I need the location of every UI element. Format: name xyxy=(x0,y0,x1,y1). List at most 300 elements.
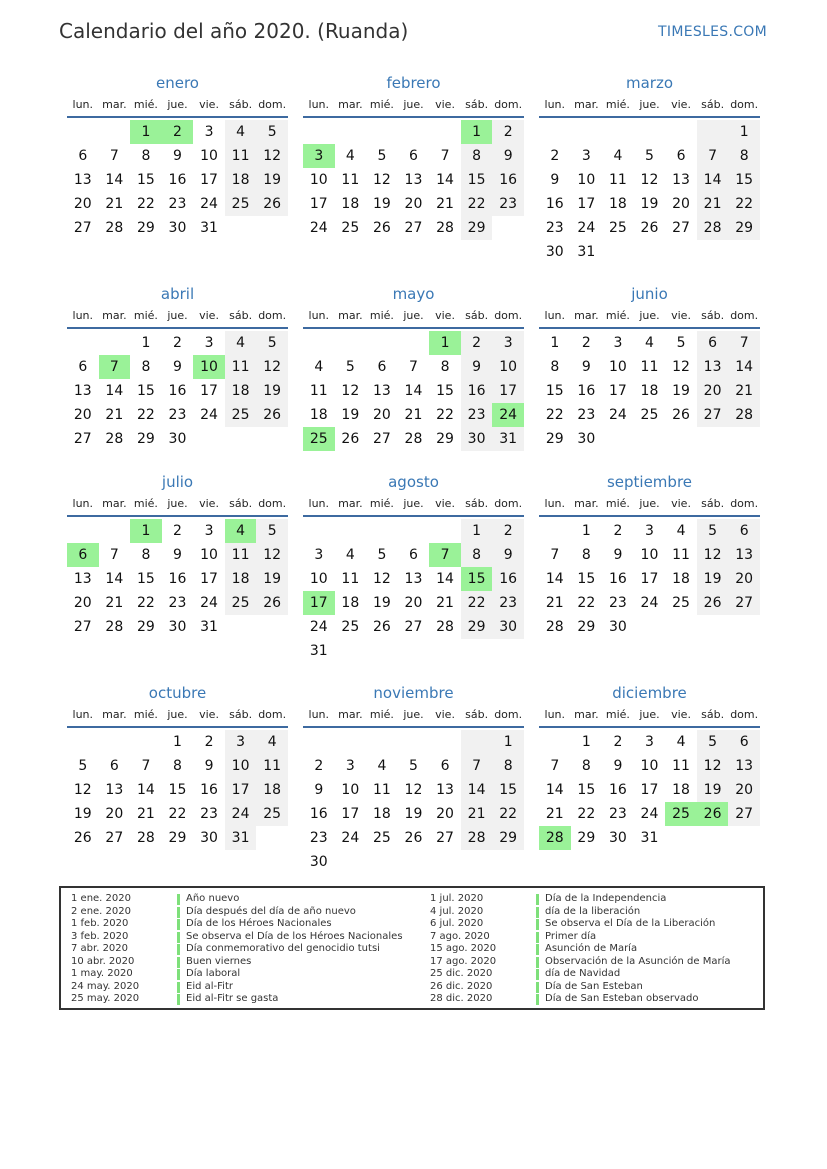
empty-cell xyxy=(665,826,697,850)
weekday-label: lun. xyxy=(544,708,566,721)
day-cell: 20 xyxy=(436,806,454,822)
weekday-label: mar. xyxy=(338,98,363,111)
day-cell: 12 xyxy=(372,172,391,188)
day-cell: 7 xyxy=(550,758,560,774)
day-cell: 17 xyxy=(225,778,257,802)
holiday-day-cell: 3 xyxy=(303,144,335,168)
legend-color-marker xyxy=(536,932,539,943)
empty-cell xyxy=(335,730,367,754)
week-row xyxy=(539,168,760,192)
legend-date: 24 may. 2020 xyxy=(71,980,140,992)
week-row xyxy=(67,802,288,826)
empty-cell xyxy=(193,427,225,451)
month-days xyxy=(303,120,524,240)
day-cell: 31 xyxy=(225,826,257,850)
day-cell: 27 xyxy=(728,591,760,615)
weekday-label: sáb. xyxy=(701,309,725,322)
day-cell: 22 xyxy=(461,192,493,216)
empty-cell xyxy=(67,519,99,543)
week-row xyxy=(303,168,524,192)
legend-column-right xyxy=(430,893,731,1006)
day-cell: 7 xyxy=(550,547,560,563)
weekday-label: jue. xyxy=(403,309,424,322)
day-cell: 14 xyxy=(728,355,760,379)
week-row xyxy=(67,144,288,168)
day-cell: 17 xyxy=(640,782,659,798)
day-cell: 10 xyxy=(200,148,218,164)
day-cell: 2 xyxy=(581,335,591,351)
day-cell: 20 xyxy=(73,196,92,212)
day-cell: 5 xyxy=(256,519,288,543)
empty-cell xyxy=(728,240,760,264)
empty-cell xyxy=(728,826,760,850)
day-cell: 16 xyxy=(608,571,627,587)
week-row xyxy=(539,379,760,403)
legend-holiday-name: Eid al-Fitr se gasta xyxy=(186,993,279,1004)
empty-cell xyxy=(366,850,398,874)
day-cell: 13 xyxy=(436,782,454,798)
day-cell: 9 xyxy=(492,543,524,567)
day-cell: 3 xyxy=(613,335,623,351)
legend-holiday-name: Observación de la Asunción de María xyxy=(545,955,731,967)
legend-color-marker xyxy=(536,994,539,1005)
month-days xyxy=(539,331,760,451)
week-row xyxy=(303,850,524,874)
legend-color-marker xyxy=(536,907,539,918)
empty-cell xyxy=(225,427,257,451)
day-cell: 16 xyxy=(168,571,187,587)
day-cell: 30 xyxy=(168,220,187,236)
day-cell: 5 xyxy=(676,335,686,351)
day-cell: 6 xyxy=(440,758,450,774)
day-cell: 23 xyxy=(200,806,218,822)
day-cell: 18 xyxy=(640,383,659,399)
day-cell: 23 xyxy=(461,403,493,427)
day-cell: 24 xyxy=(309,619,328,635)
month-days xyxy=(67,120,288,240)
day-cell: 11 xyxy=(672,758,690,774)
week-row xyxy=(539,778,760,802)
weekday-label: mar. xyxy=(574,98,599,111)
empty-cell xyxy=(398,120,430,144)
legend-holiday-name: Día de San Esteban observado xyxy=(545,993,699,1004)
day-cell: 13 xyxy=(728,543,760,567)
day-cell: 17 xyxy=(492,379,524,403)
day-cell: 27 xyxy=(73,619,92,635)
day-cell: 27 xyxy=(372,431,391,447)
day-cell: 4 xyxy=(256,730,288,754)
day-cell: 19 xyxy=(256,567,288,591)
empty-cell xyxy=(665,427,697,451)
holiday-day-cell: 25 xyxy=(665,802,697,826)
legend-item xyxy=(430,943,731,956)
day-cell: 20 xyxy=(728,778,760,802)
day-cell: 19 xyxy=(697,567,729,591)
day-cell: 8 xyxy=(550,359,560,375)
day-cell: 16 xyxy=(168,172,187,188)
weekday-label: mié. xyxy=(369,98,394,111)
day-cell: 29 xyxy=(492,826,524,850)
holiday-day-cell: 1 xyxy=(130,120,162,144)
month-octubre xyxy=(67,683,288,850)
weekday-header xyxy=(67,708,288,728)
day-cell: 21 xyxy=(436,595,454,611)
week-row xyxy=(303,639,524,663)
day-cell: 6 xyxy=(377,359,387,375)
legend-holiday-name: Día de los Héroes Nacionales xyxy=(186,918,332,929)
week-row xyxy=(303,802,524,826)
day-cell: 4 xyxy=(225,331,257,355)
day-cell: 13 xyxy=(404,172,423,188)
empty-cell xyxy=(461,639,493,663)
week-row xyxy=(539,427,760,451)
weekday-label: lun. xyxy=(72,708,94,721)
legend-item xyxy=(71,981,403,994)
legend-item xyxy=(71,931,403,944)
holiday-legend xyxy=(59,886,765,1010)
day-cell: 8 xyxy=(492,754,524,778)
day-cell: 28 xyxy=(461,826,493,850)
legend-date: 1 ene. 2020 xyxy=(71,893,131,904)
week-row xyxy=(67,567,288,591)
empty-cell xyxy=(366,730,398,754)
day-cell: 18 xyxy=(672,571,690,587)
week-row xyxy=(67,216,288,240)
month-name: enero xyxy=(156,74,199,92)
empty-cell xyxy=(492,639,524,663)
week-row xyxy=(539,120,760,144)
week-row xyxy=(303,355,524,379)
day-cell: 9 xyxy=(173,148,182,164)
holiday-day-cell: 10 xyxy=(193,355,225,379)
legend-date: 25 may. 2020 xyxy=(71,993,140,1004)
day-cell: 18 xyxy=(225,379,257,403)
weekday-label: dom. xyxy=(494,708,523,721)
weekday-label: jue. xyxy=(639,98,660,111)
day-cell: 11 xyxy=(225,144,257,168)
weekday-label: sáb. xyxy=(465,497,489,510)
day-cell: 11 xyxy=(341,172,360,188)
weekday-label: jue. xyxy=(167,708,188,721)
legend-holiday-name: Día conmemorativo del genocidio tutsi xyxy=(186,943,380,954)
weekday-label: vie. xyxy=(435,98,455,111)
weekday-label: mar. xyxy=(102,98,127,111)
day-cell: 30 xyxy=(461,427,493,451)
day-cell: 5 xyxy=(697,519,729,543)
day-cell: 31 xyxy=(640,830,659,846)
day-cell: 4 xyxy=(613,148,623,164)
legend-date: 26 dic. 2020 xyxy=(430,980,493,992)
brand-link[interactable]: TIMESLES.COM xyxy=(658,24,767,40)
day-cell: 30 xyxy=(168,619,187,635)
day-cell: 20 xyxy=(372,407,391,423)
week-row xyxy=(303,543,524,567)
legend-item xyxy=(71,956,403,969)
day-cell: 14 xyxy=(136,782,155,798)
weekday-label: dom. xyxy=(730,98,759,111)
day-cell: 25 xyxy=(372,830,391,846)
day-cell: 12 xyxy=(256,144,288,168)
day-cell: 9 xyxy=(314,782,324,798)
week-row xyxy=(303,730,524,754)
day-cell: 29 xyxy=(461,216,493,240)
day-cell: 26 xyxy=(404,830,423,846)
empty-cell xyxy=(697,120,729,144)
empty-cell xyxy=(335,850,367,874)
empty-cell xyxy=(398,730,430,754)
day-cell: 15 xyxy=(577,571,596,587)
day-cell: 24 xyxy=(200,407,218,423)
weekday-label: mié. xyxy=(605,98,630,111)
legend-color-marker xyxy=(177,994,180,1005)
month-days xyxy=(539,730,760,850)
day-cell: 25 xyxy=(640,407,659,423)
holiday-day-cell: 28 xyxy=(539,826,571,850)
week-row xyxy=(539,216,760,240)
day-cell: 14 xyxy=(105,172,124,188)
day-cell: 27 xyxy=(73,220,92,236)
day-cell: 3 xyxy=(581,148,591,164)
day-cell: 6 xyxy=(697,331,729,355)
day-cell: 6 xyxy=(728,519,760,543)
holiday-day-cell: 4 xyxy=(225,519,257,543)
week-row xyxy=(539,567,760,591)
empty-cell xyxy=(366,331,398,355)
empty-cell xyxy=(225,216,257,240)
week-row xyxy=(539,591,760,615)
week-row xyxy=(303,120,524,144)
legend-color-marker xyxy=(536,894,539,905)
day-cell: 25 xyxy=(608,220,627,236)
empty-cell xyxy=(571,120,603,144)
weekday-label: mar. xyxy=(338,708,363,721)
day-cell: 31 xyxy=(200,619,218,635)
month-febrero xyxy=(303,73,524,240)
weekday-label: mié. xyxy=(605,309,630,322)
day-cell: 21 xyxy=(404,407,423,423)
week-row xyxy=(67,403,288,427)
day-cell: 26 xyxy=(341,431,360,447)
empty-cell xyxy=(492,850,524,874)
day-cell: 5 xyxy=(256,120,288,144)
weekday-header xyxy=(303,309,524,329)
month-days xyxy=(67,519,288,639)
empty-cell xyxy=(99,120,131,144)
empty-cell xyxy=(602,240,634,264)
day-cell: 7 xyxy=(109,547,119,563)
day-cell: 18 xyxy=(608,196,627,212)
legend-holiday-name: Asunción de María xyxy=(545,943,638,954)
day-cell: 19 xyxy=(372,595,391,611)
week-row xyxy=(303,379,524,403)
weekday-label: dom. xyxy=(730,309,759,322)
weekday-header xyxy=(539,309,760,329)
empty-cell xyxy=(366,120,398,144)
day-cell: 8 xyxy=(173,758,182,774)
day-cell: 30 xyxy=(608,830,627,846)
empty-cell xyxy=(303,120,335,144)
empty-cell xyxy=(665,120,697,144)
day-cell: 5 xyxy=(256,331,288,355)
month-septiembre xyxy=(539,472,760,639)
day-cell: 23 xyxy=(492,591,524,615)
day-cell: 9 xyxy=(613,758,623,774)
weekday-label: mié. xyxy=(133,497,158,510)
day-cell: 2 xyxy=(492,120,524,144)
day-cell: 19 xyxy=(640,196,659,212)
day-cell: 26 xyxy=(73,830,92,846)
month-days xyxy=(67,730,288,850)
day-cell: 9 xyxy=(173,547,182,563)
empty-cell xyxy=(728,427,760,451)
day-cell: 2 xyxy=(613,734,623,750)
legend-item xyxy=(430,906,731,919)
day-cell: 18 xyxy=(225,168,257,192)
weekday-header xyxy=(303,98,524,118)
day-cell: 29 xyxy=(577,619,596,635)
empty-cell xyxy=(366,639,398,663)
weekday-label: mié. xyxy=(133,708,158,721)
day-cell: 14 xyxy=(697,168,729,192)
day-cell: 24 xyxy=(341,830,360,846)
week-row xyxy=(303,591,524,615)
month-days xyxy=(303,519,524,663)
day-cell: 27 xyxy=(404,220,423,236)
month-junio xyxy=(539,284,760,451)
day-cell: 19 xyxy=(404,806,423,822)
weekday-label: dom. xyxy=(258,497,287,510)
empty-cell xyxy=(697,240,729,264)
day-cell: 22 xyxy=(492,802,524,826)
legend-color-marker xyxy=(536,982,539,993)
day-cell: 24 xyxy=(608,407,627,423)
day-cell: 30 xyxy=(200,830,218,846)
legend-holiday-name: Día de San Esteban xyxy=(545,980,643,992)
empty-cell xyxy=(539,519,571,543)
legend-holiday-name: Eid al-Fitr xyxy=(186,980,233,992)
day-cell: 3 xyxy=(645,523,654,539)
week-row xyxy=(303,331,524,355)
month-name: octubre xyxy=(148,684,207,702)
week-row xyxy=(67,591,288,615)
day-cell: 11 xyxy=(608,172,627,188)
day-cell: 17 xyxy=(200,383,218,399)
legend-date: 7 abr. 2020 xyxy=(71,943,129,954)
week-row xyxy=(67,826,288,850)
day-cell: 13 xyxy=(73,383,92,399)
weekday-label: mié. xyxy=(605,708,630,721)
day-cell: 20 xyxy=(73,595,92,611)
empty-cell xyxy=(602,427,634,451)
day-cell: 26 xyxy=(372,619,391,635)
legend-date: 3 feb. 2020 xyxy=(71,930,129,942)
day-cell: 3 xyxy=(225,730,257,754)
day-cell: 19 xyxy=(697,778,729,802)
day-cell: 3 xyxy=(204,523,214,539)
day-cell: 15 xyxy=(136,571,155,587)
day-cell: 18 xyxy=(225,567,257,591)
day-cell: 28 xyxy=(728,403,760,427)
weekday-label: mié. xyxy=(369,309,394,322)
day-cell: 13 xyxy=(105,782,124,798)
day-cell: 24 xyxy=(640,806,659,822)
day-cell: 8 xyxy=(141,359,151,375)
day-cell: 27 xyxy=(697,403,729,427)
legend-color-marker xyxy=(177,957,180,968)
day-cell: 3 xyxy=(204,124,214,140)
empty-cell xyxy=(697,427,729,451)
week-row xyxy=(67,192,288,216)
empty-cell xyxy=(429,120,461,144)
day-cell: 29 xyxy=(545,431,564,447)
day-cell: 24 xyxy=(577,220,596,236)
day-cell: 30 xyxy=(577,431,596,447)
empty-cell xyxy=(335,639,367,663)
legend-date: 7 ago. 2020 xyxy=(430,930,490,942)
day-cell: 11 xyxy=(309,383,328,399)
day-cell: 18 xyxy=(256,778,288,802)
day-cell: 2 xyxy=(461,331,493,355)
day-cell: 21 xyxy=(105,407,124,423)
empty-cell xyxy=(99,730,131,754)
day-cell: 18 xyxy=(672,782,690,798)
day-cell: 12 xyxy=(73,782,92,798)
day-cell: 16 xyxy=(608,782,627,798)
day-cell: 27 xyxy=(105,830,124,846)
week-row xyxy=(67,331,288,355)
empty-cell xyxy=(256,216,288,240)
week-row xyxy=(303,826,524,850)
day-cell: 5 xyxy=(409,758,418,774)
legend-holiday-name: Día laboral xyxy=(186,968,241,979)
weekday-label: mar. xyxy=(102,708,127,721)
weekday-label: vie. xyxy=(199,708,219,721)
day-cell: 20 xyxy=(728,567,760,591)
day-cell: 8 xyxy=(728,144,760,168)
day-cell: 9 xyxy=(204,758,214,774)
day-cell: 4 xyxy=(676,523,686,539)
day-cell: 2 xyxy=(613,523,623,539)
month-agosto xyxy=(303,472,524,663)
weekday-label: dom. xyxy=(730,708,759,721)
empty-cell xyxy=(398,850,430,874)
day-cell: 25 xyxy=(341,220,360,236)
day-cell: 22 xyxy=(436,407,454,423)
day-cell: 8 xyxy=(461,543,493,567)
holiday-day-cell: 7 xyxy=(99,355,131,379)
day-cell: 1 xyxy=(461,519,493,543)
day-cell: 17 xyxy=(608,383,627,399)
empty-cell xyxy=(429,730,461,754)
day-cell: 21 xyxy=(436,196,454,212)
day-cell: 23 xyxy=(168,595,187,611)
weekday-label: vie. xyxy=(435,708,455,721)
day-cell: 15 xyxy=(545,383,564,399)
week-row xyxy=(67,355,288,379)
legend-item xyxy=(430,956,731,969)
day-cell: 28 xyxy=(404,431,423,447)
week-row xyxy=(303,519,524,543)
day-cell: 4 xyxy=(645,335,654,351)
week-row xyxy=(303,403,524,427)
week-row xyxy=(539,144,760,168)
day-cell: 11 xyxy=(225,355,257,379)
day-cell: 13 xyxy=(404,571,423,587)
day-cell: 20 xyxy=(697,379,729,403)
day-cell: 19 xyxy=(73,806,92,822)
day-cell: 10 xyxy=(640,547,659,563)
weekday-label: sáb. xyxy=(465,708,489,721)
